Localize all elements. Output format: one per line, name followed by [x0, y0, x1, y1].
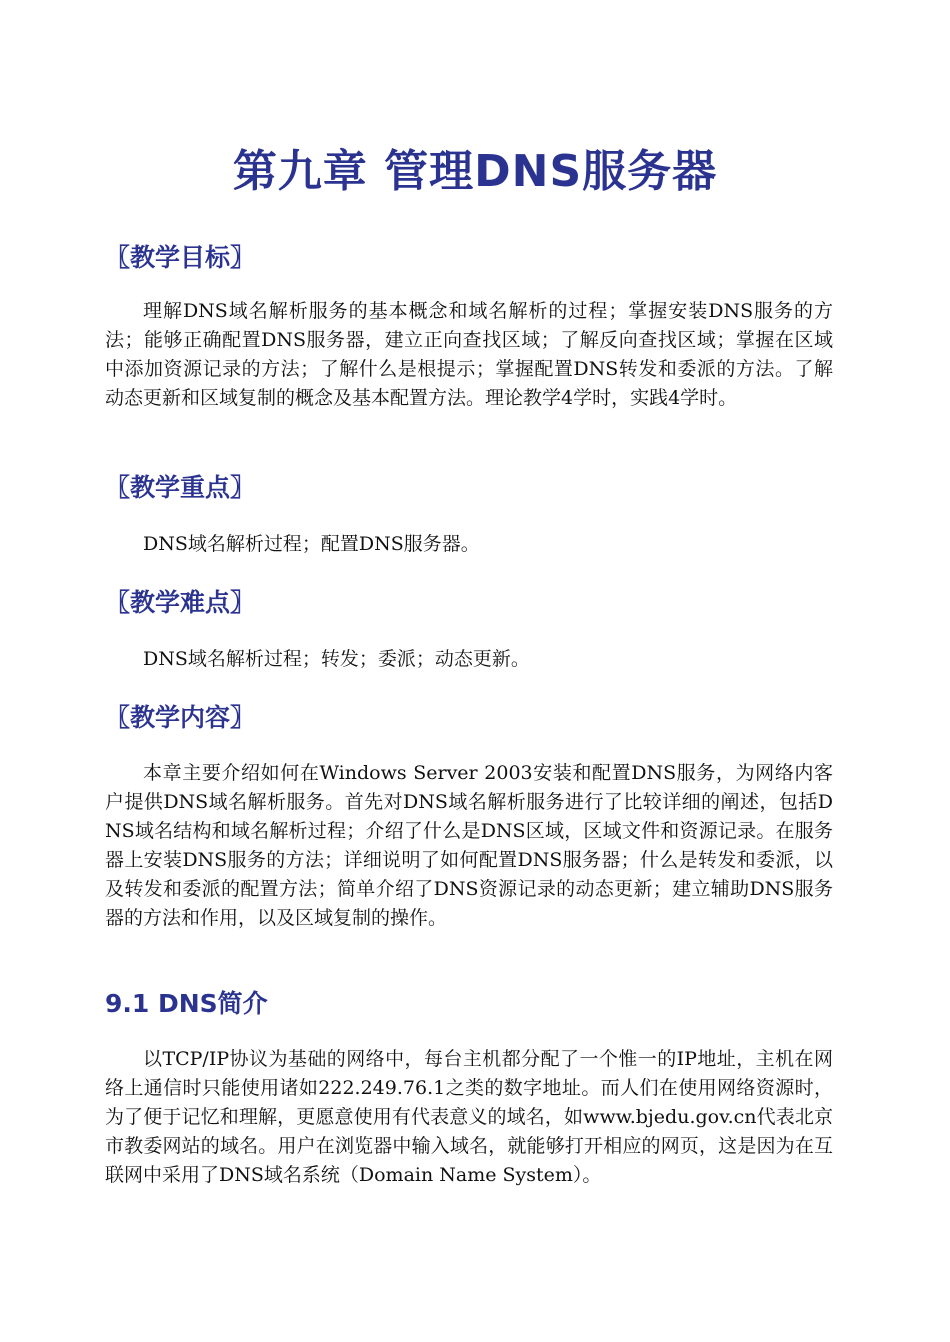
chapter-title: 第九章 管理DNS服务器 [232, 146, 718, 197]
paragraph-dns-intro: 以TCP/IP协议为基础的网络中，每台主机都分配了一个惟一的IP地址，主机在网络上通信时只能使用诸如222.249.76.1之类的数字地址。而人们在使用网络资源时，为了便于记忆和理解，更愿意使用有代表意义的域名，如www.bjedu.gov.cn代表北京市教委网站的域名。用户在浏览器中输入域名，就能够打开相应的网页，这是因为在互联网中采用了DNS域名系统（Domain Name System）。 [105, 1048, 833, 1186]
paragraph-teaching-key-points: DNS域名解析过程；配置DNS服务器。 [143, 533, 480, 555]
paragraph-teaching-content: 本章主要介绍如何在Windows Server 2003安装和配置DNS服务，为网络内客户提供DNS域名解析服务。首先对DNS域名解析服务进行了比较详细的阐述，包括DNS域名结构和域名解析过程；介绍了什么是DNS区域，区域文件和资源记录。在服务器上安装DNS服务的方法；详细说明了如何配置DNS服务器；什么是转发和委派，以及转发和委派的配置方法；简单介绍了DNS资源记录的动态更新；建立辅助DNS服务器的方法和作用，以及区域复制的操作。 [105, 762, 833, 929]
heading-teaching-difficulties: 〖教学难点〗 [105, 588, 256, 617]
heading-teaching-key-points: 〖教学重点〗 [105, 473, 256, 502]
paragraph-teaching-difficulties: DNS域名解析过程；转发；委派；动态更新。 [143, 648, 530, 670]
heading-section-9-1: 9.1 DNS简介 [105, 989, 268, 1018]
paragraph-teaching-goals: 理解DNS域名解析服务的基本概念和域名解析的过程；掌握安装DNS服务的方法；能够正确配置DNS服务器，建立正向查找区域；了解反向查找区域；掌握在区域中添加资源记录的方法；了解什么是根提示；掌握配置DNS转发和委派的方法。了解动态更新和区域复制的概念及基本配置方法。理论教学4学时，实践4学时。 [105, 300, 833, 409]
heading-teaching-goals: 〖教学目标〗 [105, 243, 256, 272]
heading-teaching-content: 〖教学内容〗 [105, 703, 256, 732]
